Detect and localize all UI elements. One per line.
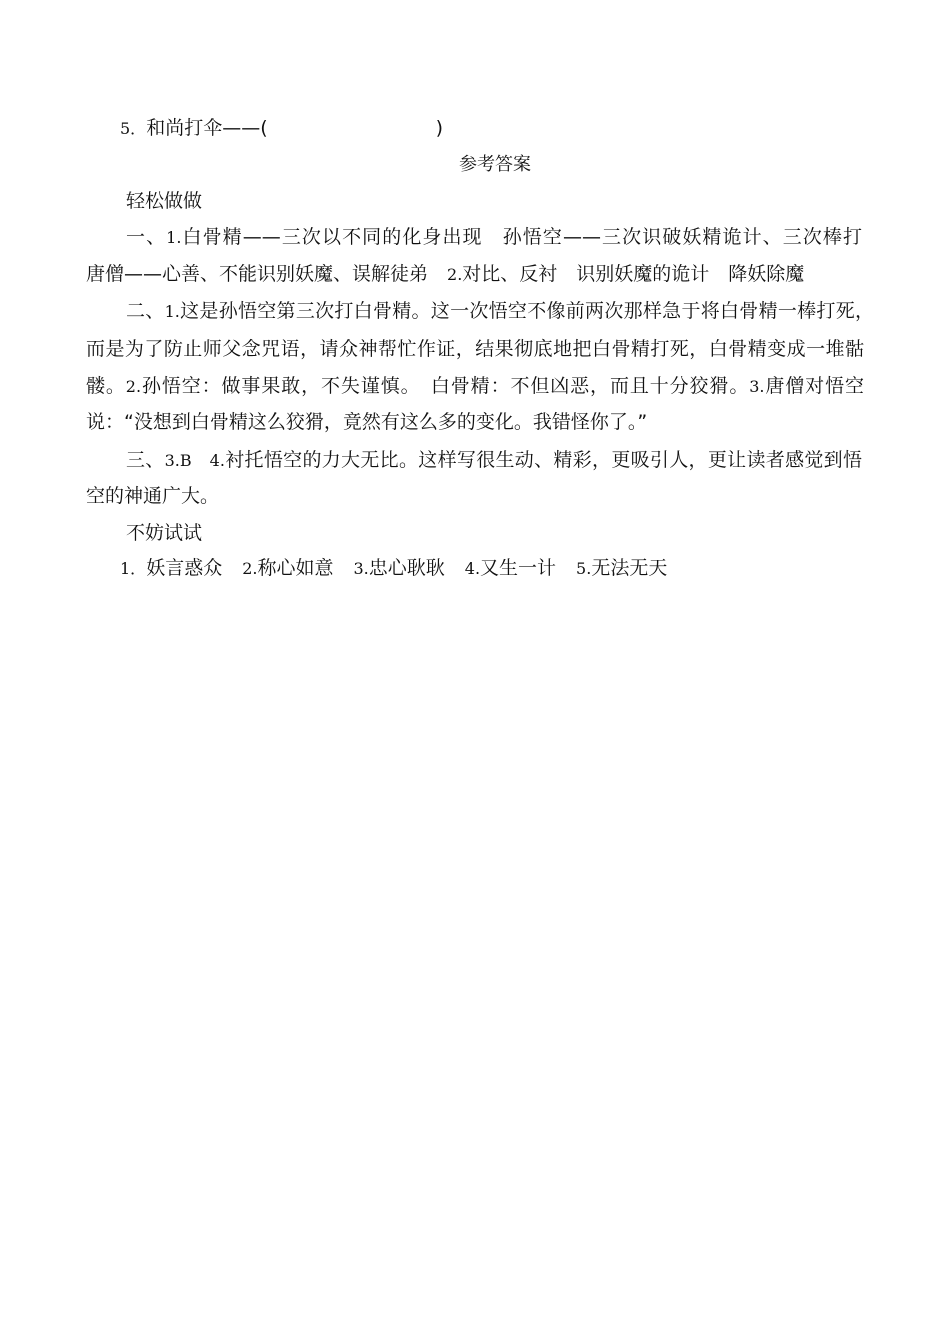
section-heading-easy: 轻松做做	[126, 190, 203, 212]
part-3-item-3-answer: 3.B	[164, 451, 192, 470]
part-2-line-3-text-c: 唐僧对悟空	[764, 375, 864, 397]
part-2-line-4: 说：“没想到白骨精这么狡猾，竟然有这么多的变化。我错怪你了。”	[86, 411, 648, 433]
part-3-item-4-number: 4.	[209, 451, 225, 470]
part-1-line-1	[126, 225, 862, 250]
list-item-number: 1．	[120, 559, 147, 578]
part-3-line-1	[126, 448, 862, 473]
question-5	[120, 116, 443, 141]
list-item-text: 忠心耿耿	[368, 557, 445, 579]
part-2-line-1-text: 这是孙悟空第三次打白骨精。这一次悟空不像前两次那样急于将白骨精一棒打死，	[179, 300, 874, 322]
part-2-line-3-text-b: 孙悟空：做事果敢，不失谨慎。 白骨精：不但凶恶，而且十分狡猾。	[141, 375, 750, 397]
part-1-line-2	[86, 262, 804, 287]
idiom-answer-list	[120, 556, 667, 581]
question-5-text: 和尚打伞——(	[146, 117, 268, 139]
answer-title: 参考答案	[459, 154, 531, 175]
list-item	[465, 557, 556, 579]
list-item	[353, 557, 444, 579]
list-item	[120, 557, 222, 579]
part-2-item-1-number: 1.	[164, 302, 180, 321]
part-2-line-2: 而是为了防止师父念咒语，请众神帮忙作证，结果彻底地把白骨精打死，白骨精变成一堆骷	[86, 338, 864, 360]
section-heading-try: 不妨试试	[126, 522, 203, 544]
list-item-number: 4.	[464, 559, 481, 578]
list-item-number: 3.	[353, 559, 369, 578]
list-item-number: 2.	[242, 559, 258, 578]
list-item	[576, 557, 667, 579]
part-1-line-2-text-a: 唐僧——心善、不能识别妖魔、误解徒弟	[86, 263, 448, 285]
list-item-text: 称心如意	[257, 557, 334, 579]
list-item-text: 又生一计	[480, 557, 557, 579]
part-2-item-3-number: 3.	[749, 377, 765, 396]
part-1-line-2-text-b: 对比、反衬 识别妖魔的诡计 降妖除魔	[462, 263, 805, 285]
part-3-lead: 三、	[126, 449, 165, 471]
question-5-number: 5．	[120, 119, 147, 138]
part-1-lead: 一、	[126, 226, 167, 248]
list-item-text: 无法无天	[591, 557, 668, 579]
part-2-line-3	[86, 374, 864, 399]
list-item-number: 5.	[576, 559, 592, 578]
question-5-close: )	[435, 117, 444, 139]
part-1-item-2-number: 2.	[447, 265, 463, 284]
part-3-line-1-text: 衬托悟空的力大无比。这样写很生动、精彩，更吸引人，更让读者感觉到悟	[224, 449, 862, 471]
part-1-line-1-text: 白骨精——三次以不同的化身出现 孙悟空——三次识破妖精诡计、三次棒打	[181, 226, 862, 248]
part-2-line-3-text-a: 髅。	[86, 375, 126, 397]
list-item	[242, 557, 333, 579]
part-2-item-2-number: 2.	[125, 377, 142, 396]
part-2-lead: 二、	[126, 300, 165, 322]
list-item-text: 妖言惑众	[146, 557, 223, 579]
part-1-item-1-number: 1.	[166, 228, 182, 247]
part-2-line-1	[126, 299, 874, 324]
part-3-line-2: 空的神通广大。	[86, 485, 220, 507]
